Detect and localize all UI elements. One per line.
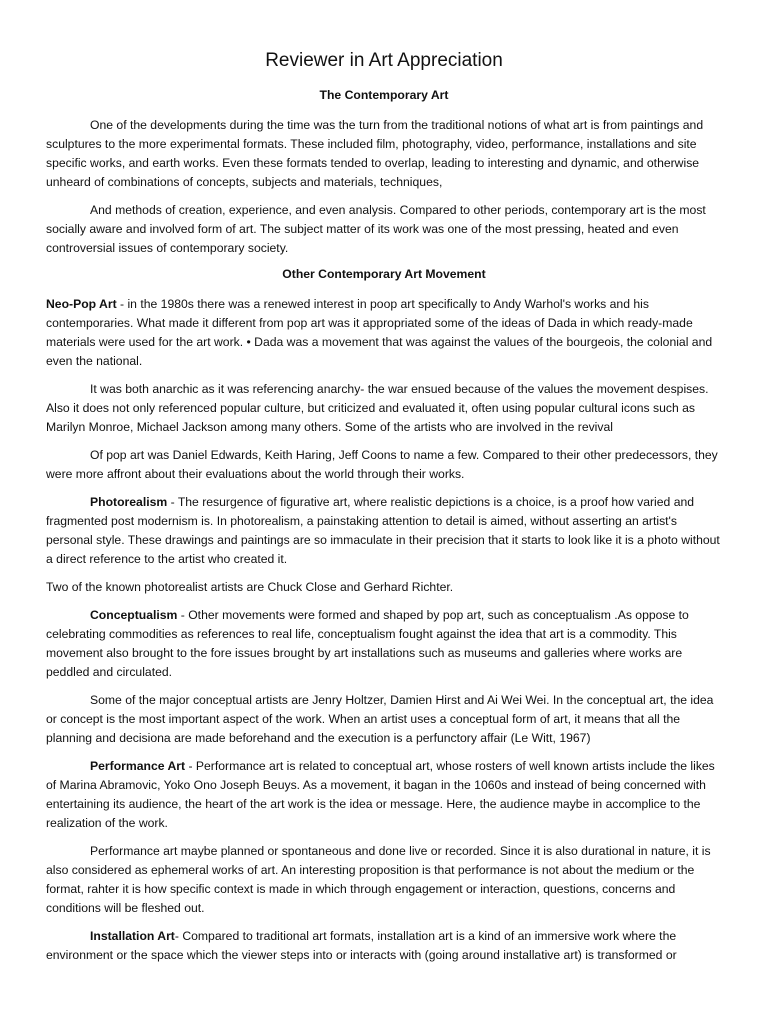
performance-text-1: - Performance art is related to conceptual art, whose rosters of well known artists include the likes of Marina Abramovic, Yoko Ono Joseph Beuys. As a movement, it bagan in the 1060s and instead of being concerned with entertaining its audience, the heart of the art work is the idea or message. Here, the audience maybe in accomplice to the realization of the work. [46,759,715,830]
performance-paragraph-2: Performance art maybe planned or spontaneous and done live or recorded. Since it is also durational in nature, it is also considered as ephemeral works of art. An interesting proposition is that performance is not about the medium or the format, rahter it is how specific context is made in which through engagement or interaction, questions, concerns and conditions will be fleshed out. [46,844,711,915]
neopop-text-1: - in the 1980s there was a renewed interest in poop art specifically to Andy Warhol's works and his contemporaries. What made it different from pop art was it appropriated some of the ideas of Dada in which ready-made materials were used for the art work. • Dada was a movement that was against the values of the bourgeois, the colonial and even the national. [46,297,713,368]
conceptualism-text-1: - Other movements were formed and shaped by pop art, such as conceptualism .As oppose to celebrating commodities as references to real life, conceptualism fought against the idea that art is a commodity. This movement also brought to the fore issues brought by art installations such as museums and galleries where works are peddled and circulated. [46,608,689,679]
section-heading: Other Contemporary Art Movement [282,267,486,281]
neopop-term: Neo-Pop Art [46,297,117,311]
neopop-paragraph-1 [46,295,722,371]
installation-paragraph-1 [46,927,722,965]
photorealism-text-1: - The resurgence of figurative art, where realistic depictions is a choice, is a proof how varied and fragmented post modernism is. In photorealism, a painstaking attention to detail is aimed, without asserting an artist's personal style. These drawings and paintings are so immaculate in their precision that it starts to look like it is a photo without a direct reference to the artist who created it. [46,495,720,566]
installation-term: Installation Art [90,929,175,943]
performance-paragraph-1 [46,757,722,833]
intro-paragraph-2: And methods of creation, experience, and even analysis. Compared to other periods, contemporary art is the most socially aware and involved form of art. The subject matter of its work was one of the most pressing, heated and even controversial issues of contemporary society. [46,203,706,255]
photorealism-paragraph-2: Two of the known photorealist artists are Chuck Close and Gerhard Richter. [46,580,454,594]
neopop-paragraph-2: It was both anarchic as it was referencing anarchy- the war ensued because of the values the movement despises. Also it does not only referenced popular culture, but criticized and evaluated it, often using popular cultural icons such as Marilyn Monroe, Michael Jackson among many others. Some of the artists who are involved in the revival [46,382,709,434]
conceptualism-paragraph-2: Some of the major conceptual artists are Jenry Holtzer, Damien Hirst and Ai Wei Wei. In the conceptual art, the idea or concept is the most important aspect of the work. When an artist uses a conceptual form of art, it means that all the planning and decisiona are made beforehand and the execution is a perfunctory affair (Le Witt, 1967) [46,693,714,745]
performance-term: Performance Art [90,759,186,773]
conceptualism-paragraph-1 [46,606,722,682]
photorealism-paragraph-1 [46,493,722,569]
intro-paragraph-1: One of the developments during the time was the turn from the traditional notions of what art is from paintings and sculptures to the more experimental formats. These included film, photography, video, performance, installations and site specific works, and earth works. Even these formats tended to overlap, leading to interesting and dynamic, and otherwise unheard of combinations of concepts, subjects and materials, techniques, [46,118,704,189]
photorealism-term: Photorealism [90,495,168,509]
document-subtitle: The Contemporary Art [319,88,449,102]
neopop-paragraph-3: Of pop art was Daniel Edwards, Keith Haring, Jeff Coons to name a few. Compared to their other predecessors, they were more affront about their evaluations about the world through their works. [46,448,718,481]
installation-text-1: - Compared to traditional art formats, installation art is a kind of an immersive work where the environment or the space which the viewer steps into or interacts with (going around installative art) is transformed or [46,929,677,962]
conceptualism-term: Conceptualism [90,608,178,622]
document-title: Reviewer in Art Appreciation [265,50,503,71]
